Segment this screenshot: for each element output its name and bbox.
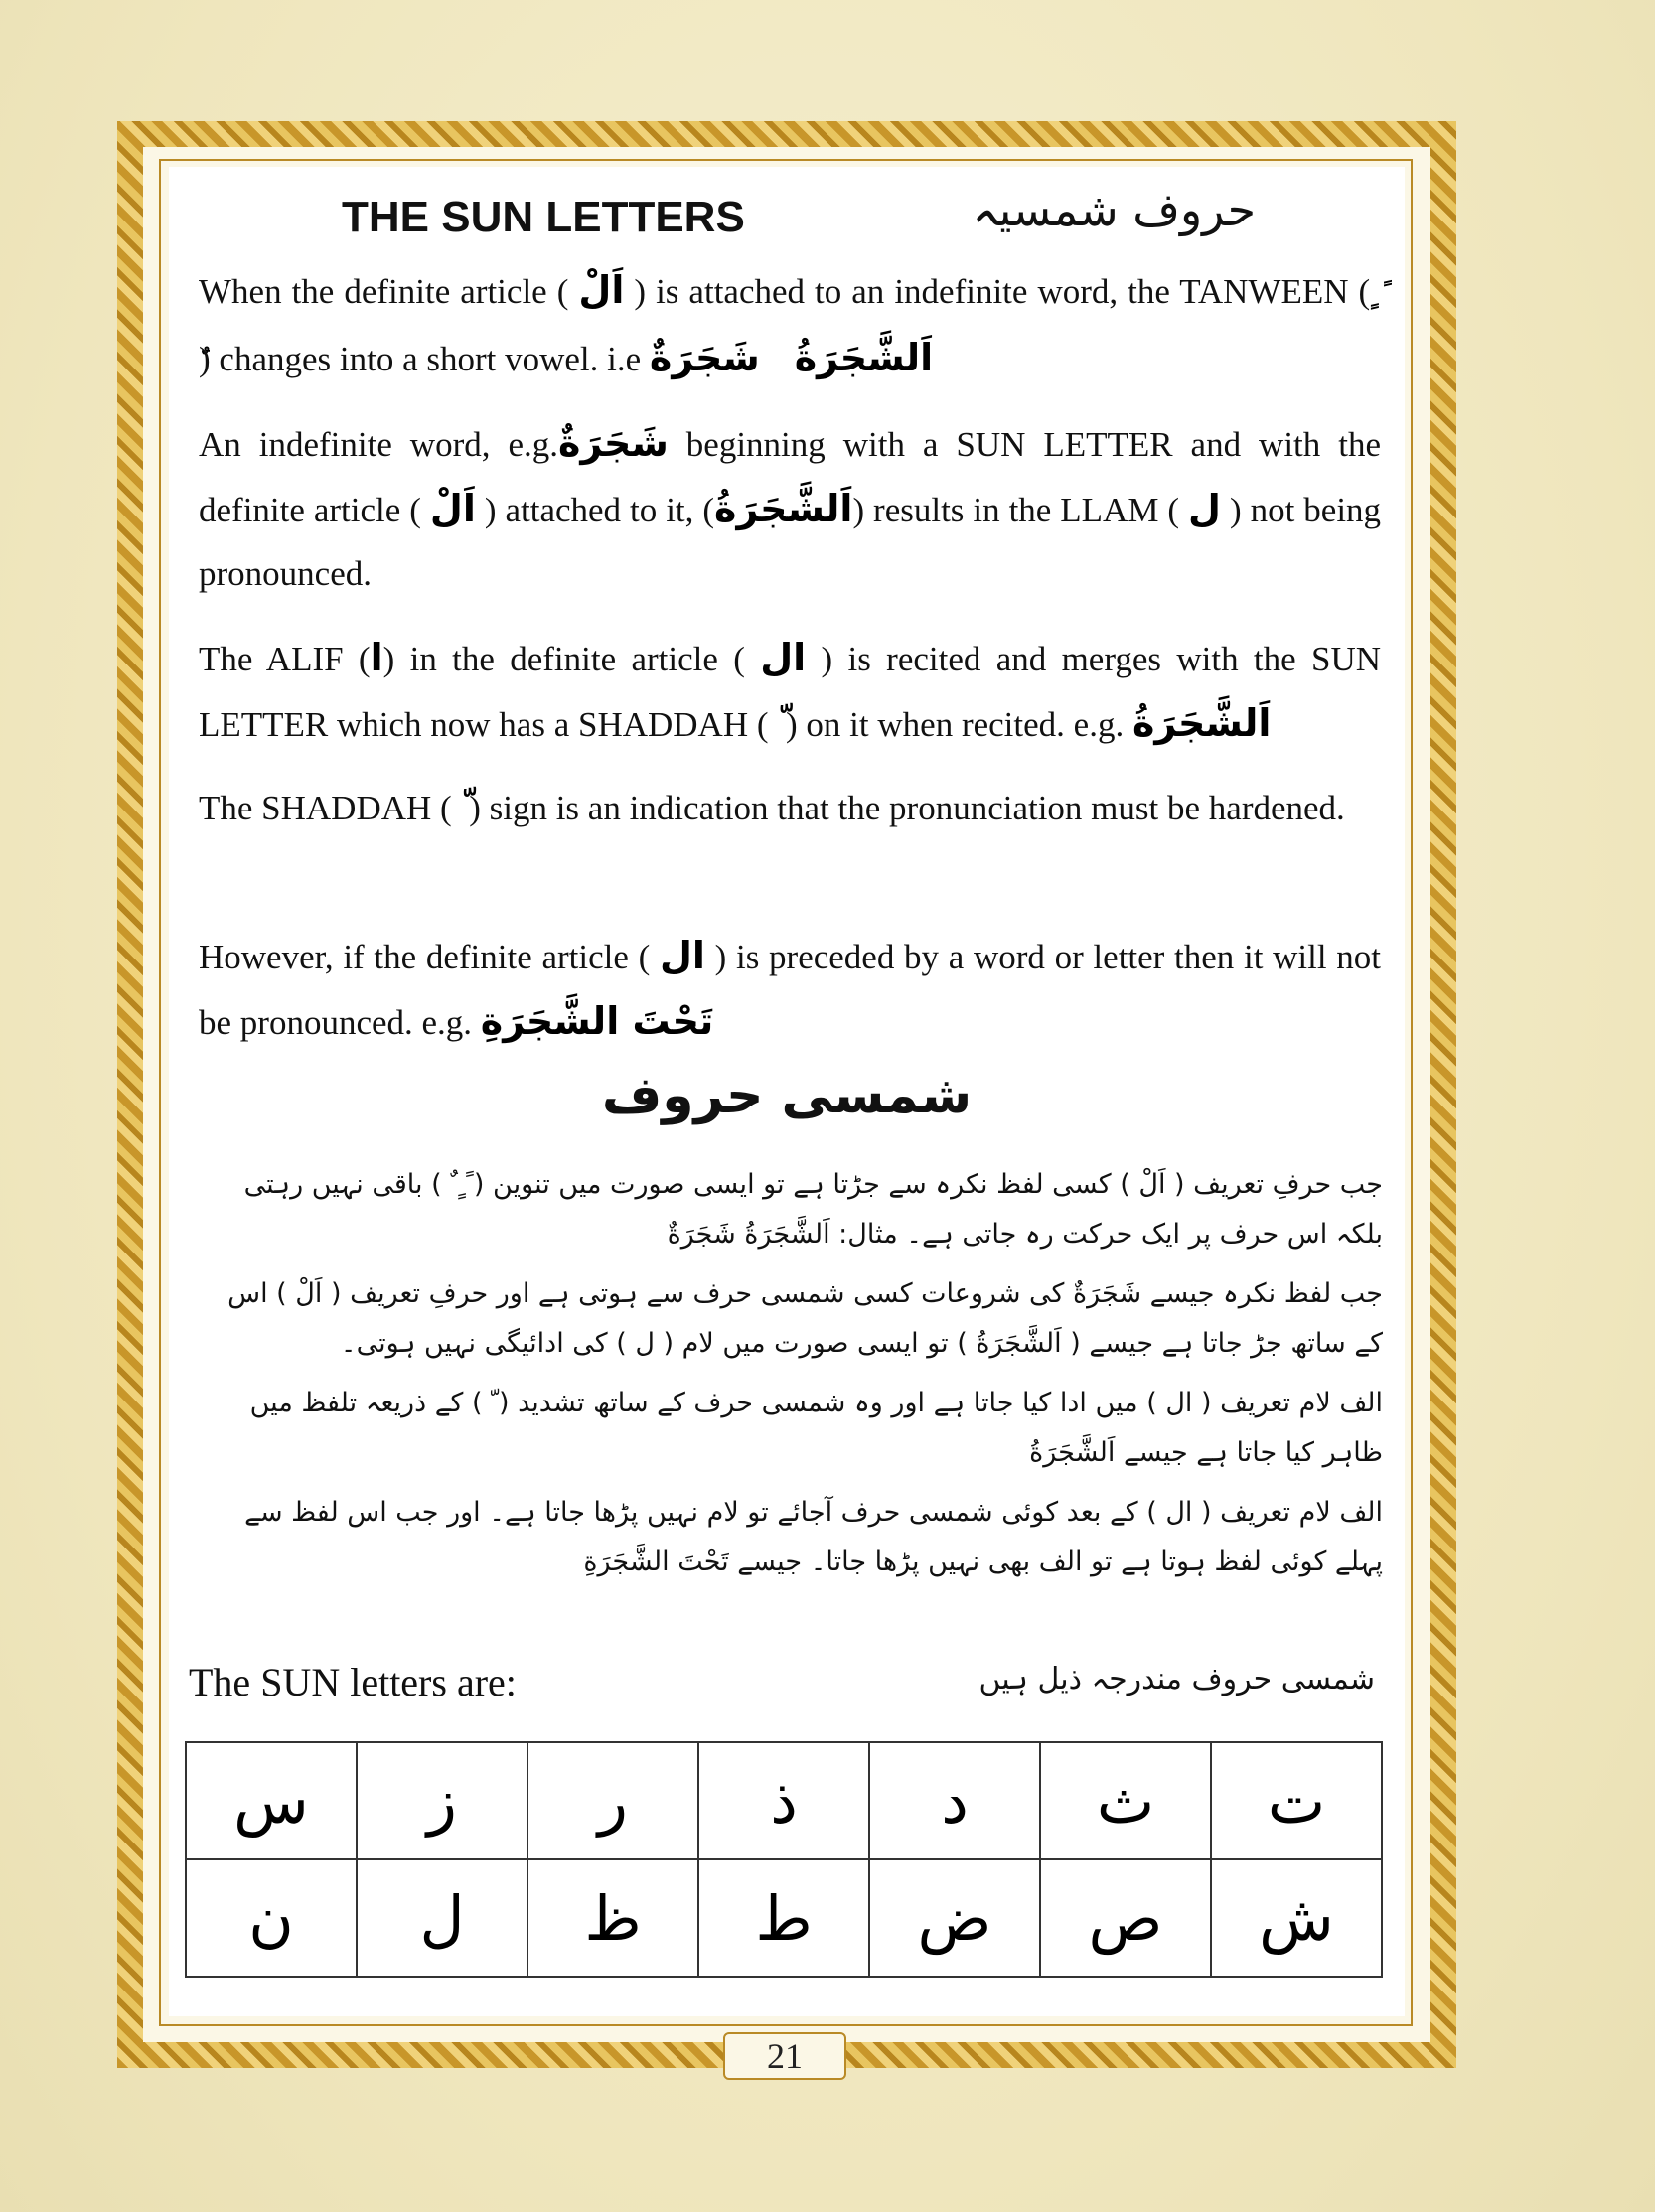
p1-text-a: When the definite article ( [199, 272, 569, 311]
sun-letter-cell: ص [1040, 1859, 1211, 1977]
p1-example-2: اَلشَّجَرَةُ [794, 336, 934, 379]
p1-tanween: ً ٍ [1370, 277, 1382, 310]
p1-text-c: ) changes into a short vowel. i.e [199, 340, 642, 378]
p5-article: ال [659, 934, 705, 977]
p2-text-c: ) attached to it, ( [484, 491, 715, 529]
sun-letter-cell: ذ [698, 1742, 869, 1859]
paragraph-3 [199, 626, 1381, 757]
p2-text-e: ) not being pronounced. [199, 491, 1382, 593]
p2-lam: ل [1188, 487, 1222, 530]
p5-text-b: ) is preceded by a word or letter then it will not be pronounced. e.g. [199, 938, 1381, 1042]
p5-text-a: However, if the definite article ( [199, 938, 651, 976]
sun-letters-table [185, 1741, 1383, 1978]
sun-letters-label: The SUN letters are: [189, 1660, 517, 1704]
paragraph-4 [199, 775, 1381, 840]
urdu-heading: شمسی حروف [601, 1066, 973, 1125]
sun-letters-label-urdu: شمسی حروف مندرجہ ذیل ہیں [978, 1662, 1375, 1696]
sun-letter-cell: ل [357, 1859, 527, 1977]
p3-example: اَلشَّجَرَةُ [1131, 701, 1272, 745]
p4-text-a: The SHADDAH ( [199, 789, 452, 827]
sun-letters-row-2 [186, 1859, 1382, 1977]
page-number: 21 [723, 2032, 846, 2080]
p3-article: ال [760, 636, 807, 679]
urdu-paragraph-4: الف لام تعریف ( ال ) کے بعد کوئی شمسی حرف آجائے تو لام نہیں پڑھا جاتا ہے۔ اور جب اس لفظ سے پہلے کوئی لفظ ہوتا ہے تو الف بھی نہیں پڑھا جاتا۔ جیسے تَحْتَ الشَّجَرَةِ [244, 1497, 1383, 1577]
p2-text-a: An indefinite word, e.g. [199, 425, 558, 464]
sun-letter-cell: ت [1211, 1742, 1382, 1859]
p3-text-b: ) in the definite article ( [382, 640, 745, 678]
p2-example-2: اَلشَّجَرَةُ [714, 487, 853, 530]
p3-text-a: The ALIF ( [199, 640, 371, 678]
urdu-paragraph-3: الف لام تعریف ( ال ) میں ادا کیا جاتا ہے اور وہ شمسی حرف کے ساتھ تشدید ( ّ ) کے ذریعہ تلفظ میں ظاہر کیا جاتا ہے جیسے اَلشَّجَرَةُ [249, 1388, 1383, 1468]
sun-letters-row-1 [186, 1742, 1382, 1859]
p2-text-b: beginning with a SUN LETTER and with the definite article ( [199, 425, 1381, 529]
sun-letter-cell: ش [1211, 1859, 1382, 1977]
sun-letter-cell: س [186, 1742, 357, 1859]
p2-text-d: ) results in the LLAM ( [852, 491, 1180, 529]
page-content [169, 167, 1405, 2016]
p4-text-b: ) sign is an indication that the pronunciation must be hardened. [469, 789, 1345, 827]
p3-text-d: ) on it when recited. e.g. [786, 705, 1125, 744]
sun-letter-cell: د [869, 1742, 1040, 1859]
p1-example-1: شَجَرَةٌ [649, 336, 760, 379]
sun-letter-cell: ز [357, 1742, 527, 1859]
sun-letter-cell: ظ [527, 1859, 698, 1977]
urdu-paragraph-1: جب حرفِ تعریف ( اَلْ ) کسی لفظ نکرہ سے جڑتا ہے تو ایسی صورت میں تنوین ( ً ٍ ٌ ) باقی نہیں رہتی بلکہ اس حرف پر ایک حرکت رہ جاتی ہے۔ مثال: اَلشَّجَرَةُ شَجَرَةٌ [243, 1169, 1383, 1250]
paragraph-2 [199, 411, 1381, 606]
p1-article: اَلْ [578, 268, 625, 312]
title-row [169, 179, 1405, 248]
urdu-paragraph-2: جب لفظ نکرہ جیسے شَجَرَةٌ کی شروعات کسی شمسی حرف سے ہوتی ہے اور حرفِ تعریف ( اَلْ ) اس کے ساتھ جڑ جاتا ہے جیسے ( اَلشَّجَرَةُ ) تو ایسی صورت میں لام ( ل ) کی ادائیگی نہیں ہوتی۔ [227, 1278, 1383, 1359]
paragraph-5 [199, 924, 1381, 1055]
p3-alif: ا [370, 636, 383, 679]
sun-letter-cell: ض [869, 1859, 1040, 1977]
sun-letter-cell: ر [527, 1742, 698, 1859]
p2-example-1: شَجَرَةٌ [557, 421, 669, 465]
sun-letter-cell: ن [186, 1859, 357, 1977]
sun-letter-cell: ط [698, 1859, 869, 1977]
p1-text-b: ) is attached to an indefinite word, the TANWEEN ( [634, 272, 1371, 311]
p5-example: تَحْتَ الشَّجَرَةِ [480, 999, 714, 1043]
page-title: THE SUN LETTERS [342, 193, 745, 241]
page-title-urdu: حروف شمسیہ [972, 183, 1256, 236]
p2-article: اَلْ [429, 487, 476, 530]
p3-text-c: ) is recited and merges with the SUN LETTER which now has a SHADDAH ( [199, 640, 1382, 744]
sun-letter-cell: ث [1040, 1742, 1211, 1859]
paragraph-1 [199, 258, 1381, 393]
